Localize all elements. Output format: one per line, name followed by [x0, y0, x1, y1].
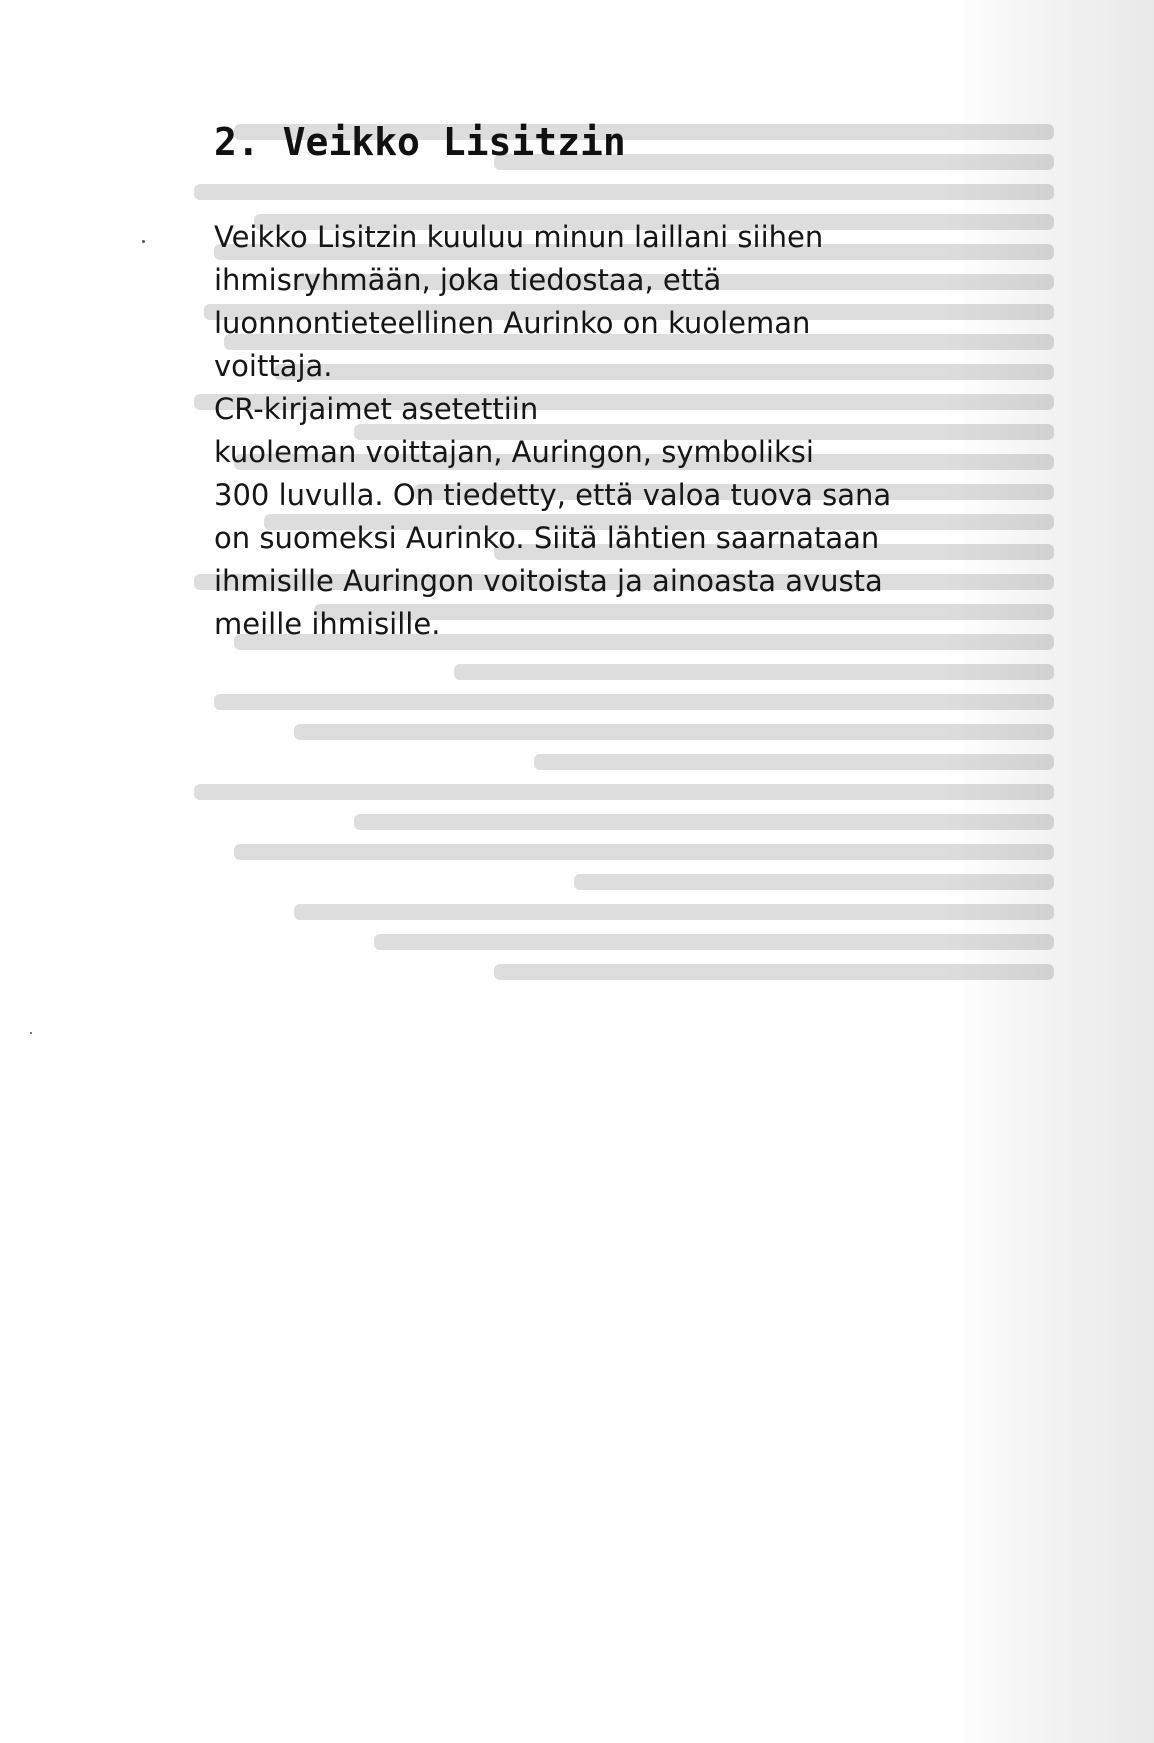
body-line: meille ihmisille. — [214, 607, 441, 641]
show-through-line — [454, 664, 1054, 680]
show-through-line — [194, 784, 1054, 800]
show-through-line — [374, 934, 1054, 950]
body-line: voittaja. — [214, 349, 333, 383]
chapter-heading: 2. Veikko Lisitzin — [214, 120, 626, 164]
chapter-body — [214, 216, 1044, 646]
body-line: luonnontieteellinen Aurinko on kuoleman — [214, 306, 811, 340]
show-through-line — [194, 184, 1054, 200]
print-speck — [142, 240, 145, 243]
body-line: 300 luvulla. On tiedetty, että valoa tuova sana — [214, 478, 892, 512]
show-through-line — [214, 694, 1054, 710]
show-through-line — [534, 754, 1054, 770]
show-through-line — [294, 724, 1054, 740]
print-speck — [30, 1032, 32, 1034]
show-through-line — [494, 964, 1054, 980]
body-line: Veikko Lisitzin kuuluu minun laillani siihen — [214, 220, 824, 254]
body-line: on suomeksi Aurinko. Siitä lähtien saarnataan — [214, 521, 880, 555]
show-through-line — [294, 904, 1054, 920]
show-through-line — [234, 844, 1054, 860]
show-through-line — [574, 874, 1054, 890]
body-line: ihmisryhmään, joka tiedostaa, että — [214, 263, 722, 297]
body-line: CR-kirjaimet asetettiin — [214, 392, 539, 426]
body-line: ihmisille Auringon voitoista ja ainoasta avusta — [214, 564, 883, 598]
show-through-line — [354, 814, 1054, 830]
body-line: kuoleman voittajan, Auringon, symboliksi — [214, 435, 814, 469]
